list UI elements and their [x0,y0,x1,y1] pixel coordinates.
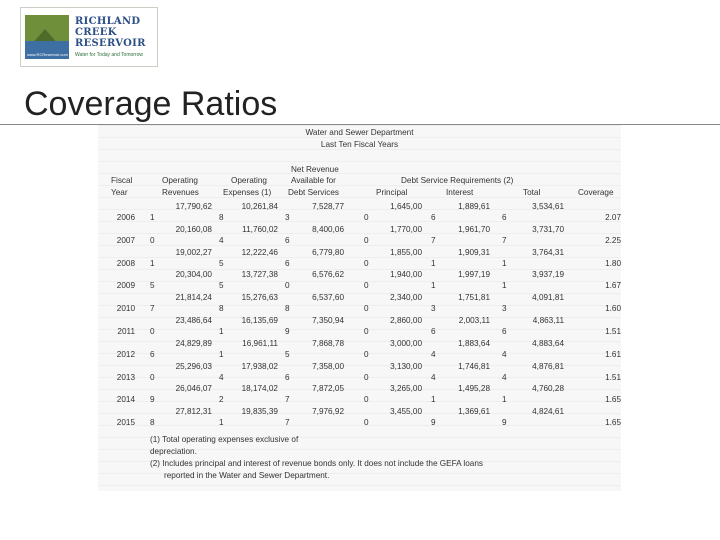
cell-yd: 0 [150,372,155,382]
cell-intd: 4 [431,372,436,382]
cell-intd: 4 [431,349,436,359]
cell-totd: 9 [502,418,507,428]
header-fiscal: Fiscal [111,176,133,185]
cell-pri: 2,860,00 [390,316,422,325]
cell-year: 2010 [116,304,135,314]
table-subtitle-1: Water and Sewer Department [305,128,414,137]
cell-totd: 4 [502,372,507,382]
cell-yd: 1 [150,258,155,268]
cell-net: 7,976,92 [312,407,344,417]
cell-int: 1,889,61 [458,202,490,211]
cell-netd: 6 [285,372,290,382]
cell-exp: 18,174,02 [241,384,278,394]
header-debt-service: Debt Service Requirements (2) [401,176,514,185]
cell-pri: 3,455,00 [390,407,422,417]
header-op-exp-1: Operating [231,176,267,185]
cell-net: 6,576,62 [312,270,344,280]
cell-totd: 3 [502,304,507,314]
cell-net: 6,779,80 [312,247,344,257]
cell-pri: 1,940,00 [390,270,422,280]
cell-totd: 7 [502,235,507,245]
cell-rev: 21,814,24 [175,293,212,303]
cell-intd: 6 [431,327,436,336]
cell-exp: 16,961,11 [242,338,278,348]
cell-netd: 3 [285,213,290,222]
cell-expd: 5 [219,258,224,268]
cell-totd: 6 [502,213,507,222]
cell-tot: 4,091,81 [532,293,564,303]
cell-prid: 0 [364,418,369,428]
cell-expd: 4 [219,372,224,382]
cell-year: 2006 [116,213,135,222]
cell-tot: 3,534,61 [532,202,564,211]
cell-net: 6,537,60 [312,293,344,303]
cell-intd: 7 [431,235,436,245]
cell-rev: 17,790,62 [175,202,212,211]
cell-int: 1,495,28 [458,384,490,394]
logo-line-2: CREEK [75,27,117,38]
cell-net: 7,528,77 [312,202,344,211]
cell-rev: 19,002,27 [175,247,212,257]
cell-year: 2011 [117,327,135,336]
cell-pri: 3,265,00 [390,384,422,394]
cell-netd: 6 [285,235,290,245]
header-total: Total [523,188,541,197]
cell-totd: 6 [502,327,507,336]
cell-netd: 9 [285,327,290,336]
cell-cov: 1.60 [605,304,621,314]
header-op-exp-2: Expenses (1) [223,188,272,197]
cell-exp: 19,835,39 [241,407,278,417]
cell-expd: 1 [219,349,224,359]
cell-prid: 0 [364,395,369,405]
cell-tot: 4,883,64 [532,338,564,348]
cell-int: 1,746,81 [458,361,490,371]
note-2b: reported in the Water and Sewer Department. [164,471,330,480]
logo-tagline: Water for Today and Tomorrow [75,52,143,58]
header-net-1: Net Revenue [291,165,339,174]
header-interest: Interest [446,188,474,197]
cell-tot: 4,824,61 [532,407,564,417]
cell-int: 1,369,61 [458,407,490,417]
cell-cov: 2.25 [605,235,621,245]
header-principal: Principal [376,188,408,197]
cell-intd: 1 [431,281,436,291]
cell-net: 7,350,94 [312,316,344,325]
cell-tot: 3,731,70 [532,224,564,234]
cell-year: 2013 [116,372,135,382]
cell-tot: 3,937,19 [532,270,564,280]
note-1b: depreciation. [150,447,197,456]
cell-netd: 7 [285,395,290,405]
cell-pri: 2,340,00 [390,293,422,303]
cell-prid: 0 [364,349,369,359]
cell-yd: 1 [150,213,155,222]
cell-netd: 8 [285,304,290,314]
cell-yd: 7 [150,304,155,314]
cell-prid: 0 [364,235,369,245]
cell-exp: 16,135,69 [241,316,278,325]
cell-pri: 1,855,00 [390,247,422,257]
cell-expd: 1 [219,418,224,428]
coverage-table [98,125,621,491]
cell-prid: 0 [364,281,369,291]
cell-cov: 2.07 [605,213,621,222]
cell-prid: 0 [364,372,369,382]
cell-prid: 0 [364,213,369,222]
cell-netd: 0 [285,281,290,291]
cell-rev: 20,304,00 [175,270,212,280]
cell-exp: 13,727,38 [241,270,278,280]
cell-totd: 1 [502,258,507,268]
cell-int: 1,997,19 [458,270,490,280]
cell-netd: 5 [285,349,290,359]
header-coverage: Coverage [578,188,614,197]
cell-intd: 9 [431,418,436,428]
cell-pri: 1,645,00 [390,202,422,211]
cell-yd: 0 [150,235,155,245]
cell-cov: 1.67 [605,281,621,291]
cell-net: 7,358,00 [312,361,344,371]
cell-cov: 1.51 [605,372,621,382]
cell-int: 1,961,70 [458,224,490,234]
cell-cov: 1.80 [605,258,621,268]
cell-net: 7,872,05 [312,384,344,394]
header-op-rev-1: Operating [162,176,198,185]
cell-tot: 4,863,11 [532,316,564,325]
page-title: Coverage Ratios [24,85,278,123]
cell-yd: 6 [150,349,155,359]
cell-totd: 1 [502,281,507,291]
cell-prid: 0 [364,258,369,268]
cell-year: 2015 [116,418,135,428]
cell-pri: 1,770,00 [390,224,422,234]
cell-yd: 0 [150,327,155,336]
cell-yd: 8 [150,418,155,428]
cell-expd: 2 [219,395,224,405]
cell-expd: 1 [219,327,224,336]
cell-rev: 26,046,07 [175,384,212,394]
cell-exp: 17,938,02 [241,361,278,371]
cell-year: 2012 [116,349,135,359]
cell-exp: 15,276,63 [241,293,278,303]
cell-cov: 1.65 [605,418,621,428]
cell-intd: 1 [431,258,436,268]
cell-netd: 6 [285,258,290,268]
cell-rev: 25,296,03 [175,361,212,371]
cell-expd: 8 [219,304,224,314]
cell-int: 1,883,64 [458,338,490,348]
cell-net: 7,868,78 [312,338,344,348]
cell-yd: 5 [150,281,155,291]
note-2a: (2) Includes principal and interest of revenue bonds only. It does not include the GEFA loans [150,459,484,468]
cell-tot: 4,876,81 [532,361,564,371]
cell-intd: 6 [431,213,436,222]
cell-year: 2007 [116,235,135,245]
cell-expd: 4 [219,235,224,245]
cell-netd: 7 [285,418,290,428]
table-subtitle-2: Last Ten Fiscal Years [320,140,399,149]
cell-exp: 10,261,84 [241,202,278,211]
cell-cov: 1.61 [605,349,621,359]
cell-intd: 3 [431,304,436,314]
cell-intd: 1 [431,395,436,405]
cell-rev: 23,486,64 [175,316,212,325]
reservoir-landscape-icon [25,15,69,59]
cell-expd: 8 [219,213,224,222]
cell-tot: 4,760,28 [532,384,564,394]
cell-prid: 0 [364,327,369,336]
cell-exp: 12,222,46 [241,247,278,257]
note-1a: (1) Total operating expenses exclusive of [150,435,299,444]
cell-year: 2008 [116,258,135,268]
cell-pri: 3,130,00 [390,361,422,371]
richland-creek-logo [20,7,158,67]
cell-net: 8,400,06 [312,224,344,234]
cell-rev: 24,829,89 [175,338,212,348]
cell-int: 1,751,81 [458,293,490,303]
logo-site: www.RCReservoir.com [27,52,68,57]
cell-rev: 20,160,08 [175,224,212,234]
cell-tot: 3,764,31 [532,247,564,257]
header-op-rev-2: Revenues [162,188,199,197]
cell-year: 2014 [116,395,135,405]
cell-int: 2,003,11 [458,316,490,325]
cell-rev: 27,812,31 [175,407,212,417]
logo-line-1: RICHLAND [75,16,141,27]
cell-cov: 1.65 [605,395,621,405]
header-year: Year [111,188,128,197]
cell-year: 2009 [116,281,135,291]
cell-cov: 1.51 [605,327,621,336]
cell-prid: 0 [364,304,369,314]
header-net-2: Available for [291,176,336,185]
cell-pri: 3,000,00 [390,338,422,348]
logo-line-3: RESERVOIR [75,38,146,49]
cell-totd: 1 [502,395,507,405]
cell-exp: 11,760,02 [242,224,278,234]
cell-yd: 9 [150,395,155,405]
cell-expd: 5 [219,281,224,291]
header-net-3: Debt Services [288,188,339,197]
cell-int: 1,909,31 [458,247,490,257]
cell-totd: 4 [502,349,507,359]
